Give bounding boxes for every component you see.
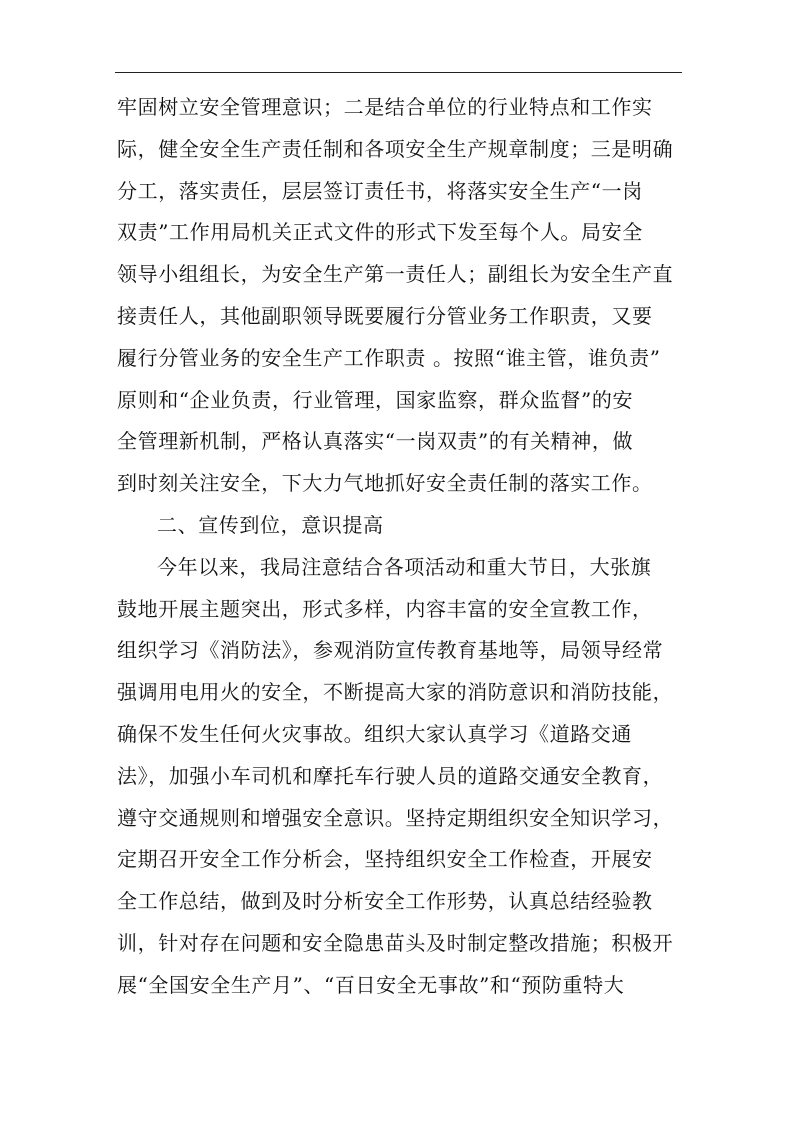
text-line: 法》，加强小车司机和摩托车行驶人员的道路交通安全教育， <box>117 763 664 788</box>
text-line: 定期召开安全工作分析会，坚持组织安全工作检查，开展安 <box>117 847 653 872</box>
document-body <box>117 87 684 1007</box>
text-line: 全管理新机制，严格认真落实“一岗双责”的有关精神，做 <box>117 429 634 454</box>
text-line: 履行分管业务的安全生产工作职责 。按照“谁主管，谁负责” <box>117 345 661 370</box>
text-line: 到时刻关注安全，下大力气地抓好安全责任制的落实工作。 <box>117 471 653 496</box>
text-line: 原则和“企业负责，行业管理，国家监察，群众监督”的安 <box>117 387 634 412</box>
section-heading: 二、宣传到位，意识提高 <box>157 512 384 537</box>
text-line: 双责”工作用局机关正式文件的形式下发至每个人。局安全 <box>117 220 643 245</box>
text-line: 分工，落实责任，层层签订责任书，将落实安全生产“一岗 <box>117 178 643 203</box>
text-line: 接责任人，其他副职领导既要履行分管业务工作职责，又要 <box>117 303 653 328</box>
text-line: 全工作总结，做到及时分析安全工作形势，认真总结经验教 <box>117 889 653 914</box>
text-line: 组织学习《消防法》，参观消防宣传教育基地等，局领导经常 <box>117 638 664 663</box>
text-line: 鼓地开展主题突出，形式多样，内容丰富的安全宣教工作， <box>117 596 653 621</box>
text-line: 强调用电用火的安全，不断提高大家的消防意识和消防技能， <box>117 680 674 705</box>
text-line: 确保不发生任何火灾事故。组织大家认真学习《道路交通 <box>117 721 632 746</box>
text-line: 牢固树立安全管理意识；二是结合单位的行业特点和工作实 <box>117 95 653 119</box>
text-line: 训，针对存在问题和安全隐患苗头及时制定整改措施；积极开 <box>117 930 674 955</box>
text-line: 领导小组组长，为安全生产第一责任人；副组长为安全生产直 <box>117 262 674 287</box>
text-line: 际，健全安全生产责任制和各项安全生产规章制度；三是明确 <box>117 136 674 161</box>
paragraph-first-line: 今年以来，我局注意结合各项活动和重大节日，大张旗 <box>157 554 652 579</box>
header-rule <box>115 72 682 73</box>
text-line: 遵守交通规则和增强安全意识。坚持定期组织安全知识学习， <box>117 805 674 830</box>
text-line: 展“全国安全生产月”、“百日安全无事故”和“预防重特大 <box>117 972 625 997</box>
